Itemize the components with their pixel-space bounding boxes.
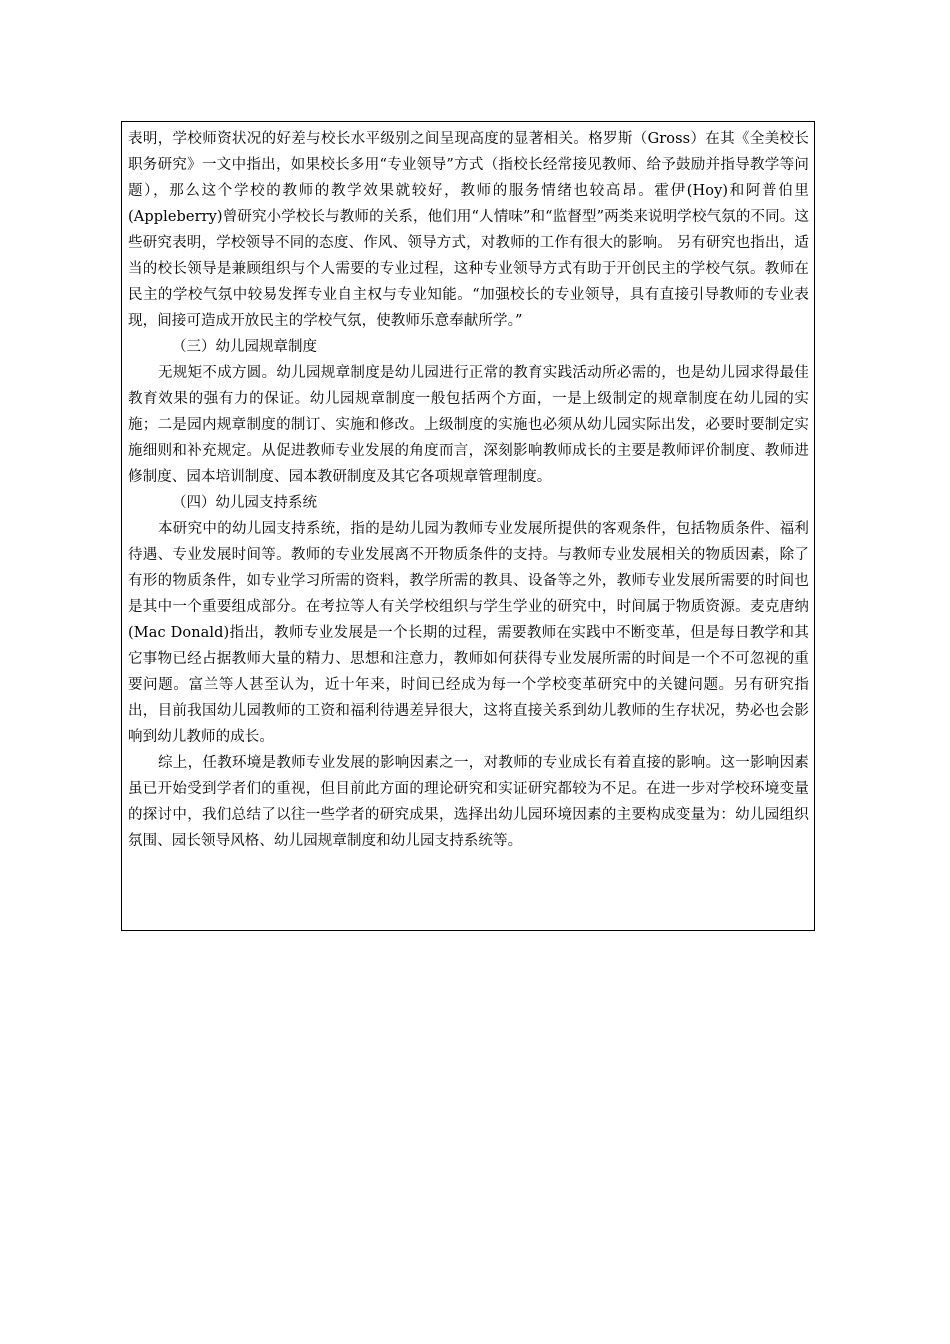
section-heading-support-system: （四）幼儿园支持系统 (172, 495, 317, 511)
paragraph-support-system: 本研究中的幼儿园支持系统，指的是幼儿园为教师专业发展所提供的客观条件，包括物质条件、福利待遇、专业发展时间等。教师的专业发展离不开物质条件的支持。与教师专业发展相关的物质因素，除了有形的物质条件，如专业学习所需的资料，教学所需的教具、设备等之外，教师专业发展所需要的时间也是其中一个重要组成部分。在考拉等人有关学校组织与学生学业的研究中，时间属于物质资源。麦克唐纳(Mac Donald)指出，教师专业发展是一个长期的过程，需要教师在实践中不断变革，但是每日教学和其它事物已经占据教师大量的精力、思想和注意力，教师如何获得专业发展所需的时间是一个不可忽视的重要问题。富兰等人甚至认为，近十年来，时间已经成为每一个学校变革研究中的关键问题。另有研究指出，目前我国幼儿园教师的工资和福利待遇差异很大，这将直接关系到幼儿教师的生存状况，势必也会影响到幼儿教师的成长。 (128, 521, 809, 745)
paragraph-principal-leadership: 表明，学校师资状况的好差与校长水平级别之间呈现高度的显著相关。格罗斯（Gross）在其《全美校长职务研究》一文中指出，如果校长多用“专业领导”方式（指校长经常接见教师、给予鼓励并指导教学等问题），那么这个学校的教师的教学效果就较好，教师的服务情绪也较高昂。霍伊(Hoy)和阿普伯里(Appleberry)曾研究小学校长与教师的关系，他们用“人情味”和“监督型”两类来说明学校气氛的不同。这些研究表明，学校领导不同的态度、作风、领导方式，对教师的工作有很大的影响。 另有研究也指出，适当的校长领导是兼顾组织与个人需要的专业过程，这种专业领导方式有助于开创民主的学校气氛。教师在民主的学校气氛中较易发挥专业自主权与专业知能。“加强校长的专业领导，具有直接引导教师的专业表现，间接可造成开放民主的学校气氛，使教师乐意奉献所学。” (128, 131, 809, 329)
paragraph-summary: 综上，任教环境是教师专业发展的影响因素之一，对教师的专业成长有着直接的影响。这一影响因素虽已开始受到学者们的重视，但目前此方面的理论研究和实证研究都较为不足。在进一步对学校环境变量的探讨中，我们总结了以往一些学者的研究成果，选择出幼儿园环境因素的主要构成变量为：幼儿园组织氛围、园长领导风格、幼儿园规章制度和幼儿园支持系统等。 (128, 755, 809, 849)
text-frame (121, 121, 815, 931)
paragraph-regulations: 无规矩不成方圆。幼儿园规章制度是幼儿园进行正常的教育实践活动所必需的，也是幼儿园求得最佳教育效果的强有力的保证。幼儿园规章制度一般包括两个方面，一是上级制定的规章制度在幼儿园的实施；二是园内规章制度的制订、实施和修改。上级制度的实施也必须从幼儿园实际出发，必要时要制定实施细则和补充规定。从促进教师专业发展的角度而言，深刻影响教师成长的主要是教师评价制度、教师进修制度、园本培训制度、园本教研制度及其它各项规章管理制度。 (128, 365, 809, 485)
document-body (128, 126, 809, 854)
section-heading-regulations: （三）幼儿园规章制度 (172, 339, 317, 355)
